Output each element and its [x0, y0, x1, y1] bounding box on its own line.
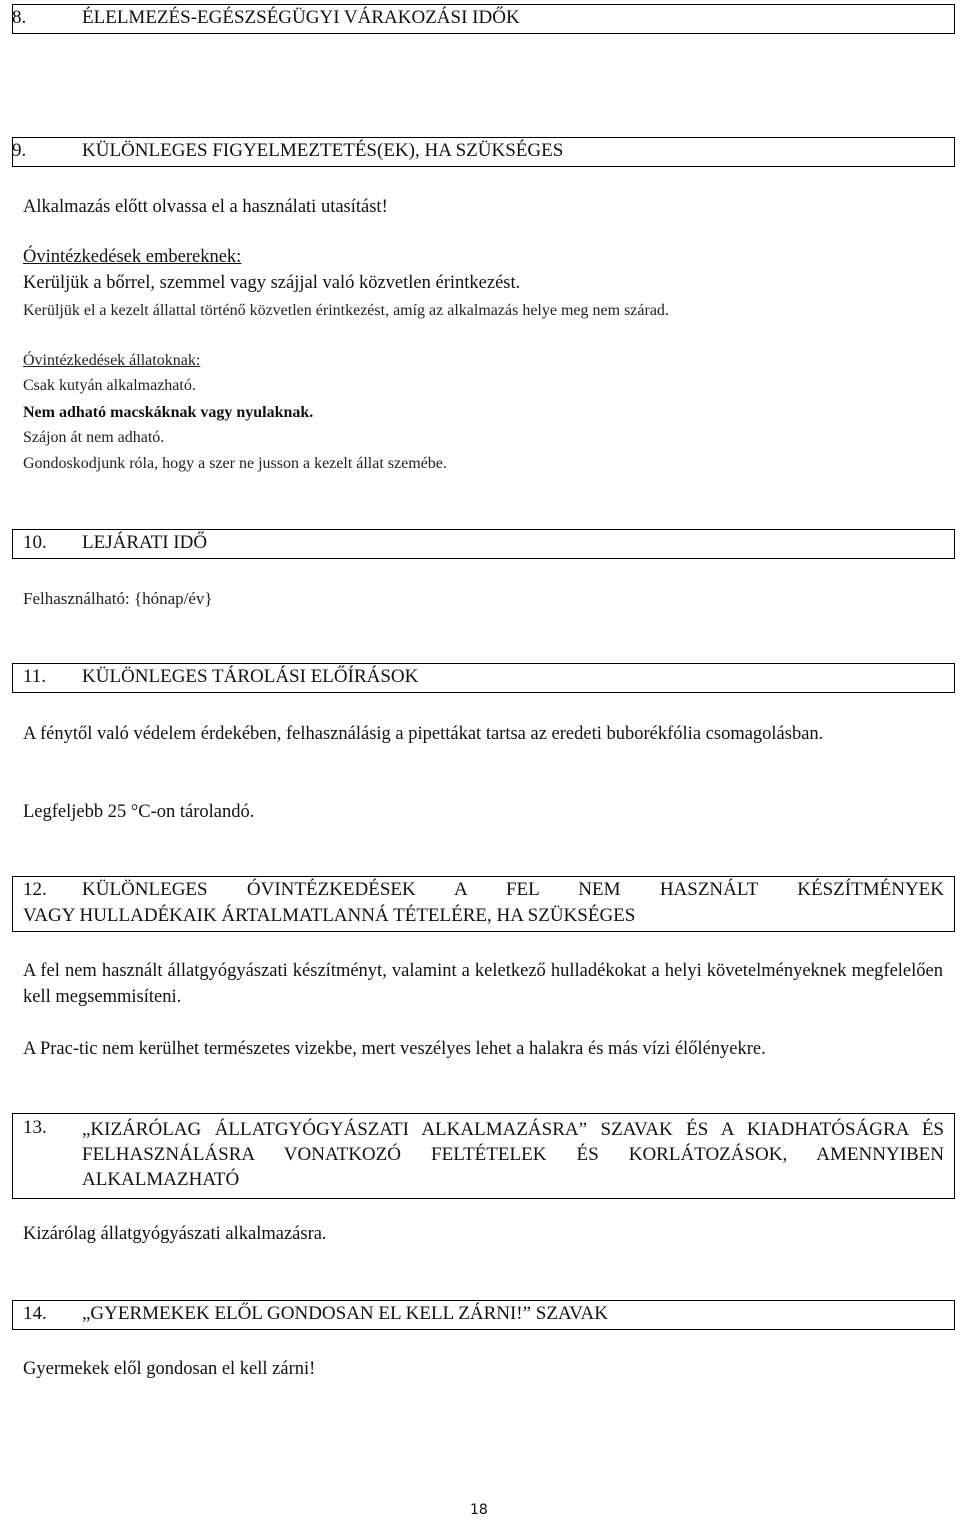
animal-precaution-line-1: Csak kutyán alkalmazható. [23, 377, 196, 394]
section-9-number: 9. [12, 140, 27, 161]
children-text: Gyermekek elől gondosan el kell zárni! [23, 1359, 316, 1379]
section-13-number: 13. [23, 1117, 47, 1138]
section-10-number: 10. [23, 532, 47, 553]
disposal-text-2: A Prac-tic nem kerülhet természetes vizekbe, mert veszélyes lehet a halakra és más vízi élőlényekre. [23, 1039, 766, 1059]
section-8-title: ÉLELMEZÉS-EGÉSZSÉGÜGYI VÁRAKOZÁSI IDŐK [82, 7, 520, 28]
section-9-intro: Alkalmazás előtt olvassa el a használati utasítást! [23, 197, 388, 217]
section-10-title: LEJÁRATI IDŐ [82, 532, 208, 553]
section-12-number: 12. [23, 879, 47, 900]
section-11-number: 11. [23, 666, 47, 687]
section-12-title-line-2: VAGY HULLADÉKAIK ÁRTALMATLANNÁ TÉTELÉRE, HA SZÜKSÉGES [23, 905, 636, 926]
vet-use-text: Kizárólag állatgyógyászati alkalmazásra. [23, 1224, 327, 1244]
human-precaution-line-2: Kerüljük el a kezelt állattal történő közvetlen érintkezést, amíg az alkalmazás helye meg nem szárad. [23, 302, 669, 319]
section-12-title-line-1: KÜLÖNLEGES ÓVINTÉZKEDÉSEK A FEL NEM HASZNÁLT KÉSZÍTMÉNYEK [82, 879, 944, 900]
section-14-number: 14. [23, 1303, 47, 1324]
section-14-title: „GYERMEKEK ELŐL GONDOSAN EL KELL ZÁRNI!” SZAVAK [82, 1303, 608, 1324]
section-13-title: „KIZÁRÓLAG ÁLLATGYÓGYÁSZATI ALKALMAZÁSRA” SZAVAK ÉS A KIADHATÓSÁGRA ÉS FELHASZNÁLÁSRA VONATKOZÓ FELTÉTELEK ÉS KORLÁTOZÁSOK, AMENNYIBEN ALKALMAZHATÓ [82, 1119, 944, 1190]
expiry-text: Felhasználható: {hónap/év} [23, 589, 213, 608]
animal-precaution-line-4: Gondoskodjunk róla, hogy a szer ne jusson a kezelt állat szemébe. [23, 455, 447, 472]
disposal-text-1: A fel nem használt állatgyógyászati készítményt, valamint a keletkező hulladékokat a helyi követelményeknek megfelelően kell megsemmisíteni. [23, 961, 943, 1007]
storage-text-2: Legfeljebb 25 °C-on tárolandó. [23, 802, 255, 822]
animal-precaution-line-2: Nem adható macskáknak vagy nyulaknak. [23, 404, 314, 421]
animal-precaution-line-3: Szájon át nem adható. [23, 429, 165, 446]
animal-precautions-heading: Óvintézkedések állatoknak: [23, 352, 201, 369]
section-8-number: 8. [12, 7, 27, 28]
human-precaution-line-1: Kerüljük a bőrrel, szemmel vagy szájjal való közvetlen érintkezést. [23, 273, 521, 293]
human-precautions-heading: Óvintézkedések embereknek: [23, 247, 242, 267]
section-11-title: KÜLÖNLEGES TÁROLÁSI ELŐÍRÁSOK [82, 666, 419, 687]
section-9-title: KÜLÖNLEGES FIGYELMEZTETÉS(EK), HA SZÜKSÉGES [82, 140, 564, 161]
storage-text-1: A fénytől való védelem érdekében, felhasználásig a pipettákat tartsa az eredeti buborékfólia csomagolásban. [23, 724, 824, 744]
page-number: 18 [470, 1502, 488, 1518]
